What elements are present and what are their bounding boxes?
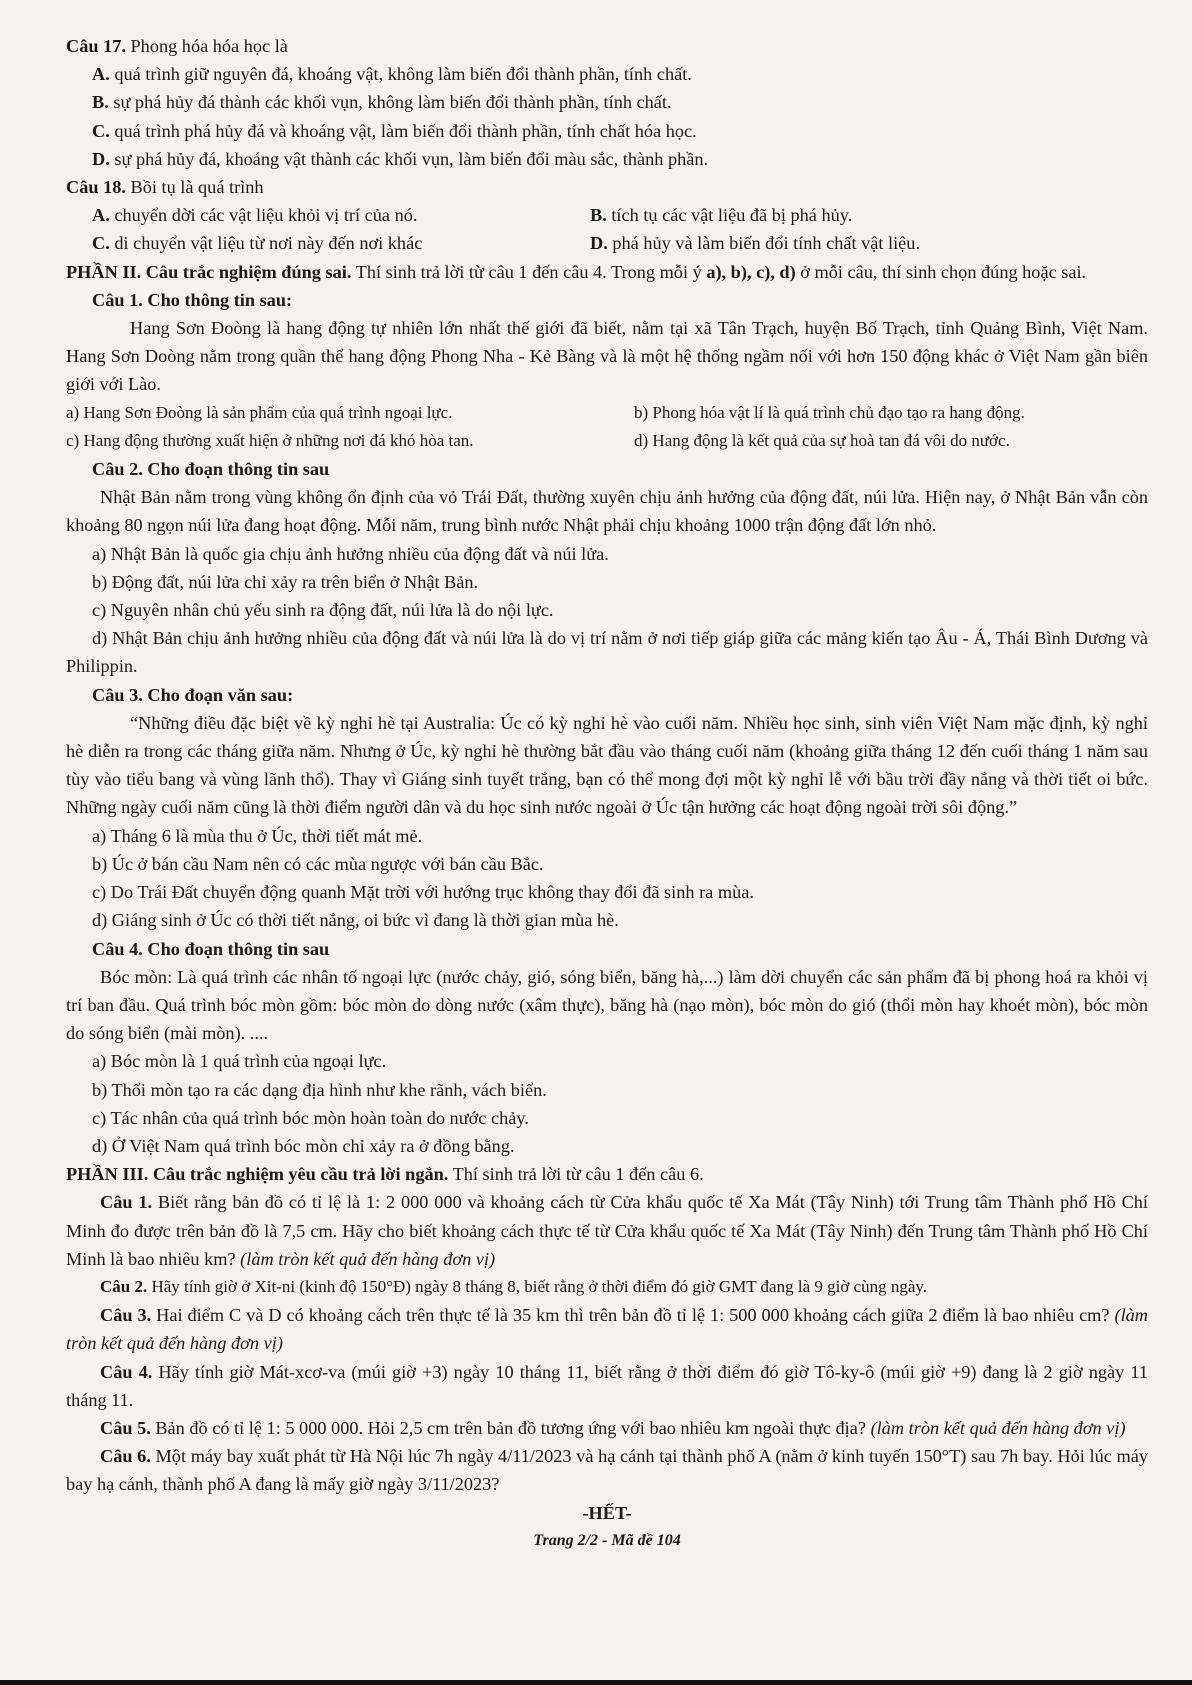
- p3-question-3: [66, 1301, 1148, 1357]
- statement-d: d) Ở Việt Nam quá trình bóc mòn chỉ xảy ra ở đồng bằng.: [92, 1135, 515, 1156]
- q18-options-row-2: [66, 229, 1148, 257]
- section-title: PHẦN II. Câu trắc nghiệm đúng sai.: [66, 261, 352, 282]
- statement-c: c) Do Trái Đất chuyển động quanh Mặt trời với hướng trục không thay đổi đã sinh ra mùa.: [92, 882, 754, 903]
- end-marker: -HẾT-: [582, 1502, 632, 1523]
- option-key: A.: [92, 64, 110, 85]
- option-key: B.: [590, 205, 607, 226]
- question-label: Câu 1.: [100, 1192, 153, 1213]
- statement-a: a) Bóc mòn là 1 quá trình của ngoại lực.: [92, 1051, 387, 1072]
- p3-question-2: [66, 1273, 1148, 1301]
- statement-d: d) Giáng sinh ở Úc có thời tiết nắng, oi bức vì đang là thời gian mùa hè.: [92, 910, 619, 931]
- question-text: Biết rằng bản đồ có tỉ lệ là 1: 2 000 000 và khoảng cách từ Cửa khẩu quốc tế Xa Mát (Tây Ninh) tới Trung tâm Thành phố Hồ Chí Minh đo được trên bản đồ là 7,5 cm. Hãy cho biết khoảng cách thực tế từ Cửa khẩu quốc tế Xa Mát (Tây Ninh) đến Trung tâm Thành phố Hồ Chí Minh là bao nhiêu km?: [66, 1192, 1148, 1269]
- p2-question-4-text: Bóc mòn: Là quá trình các nhân tố ngoại lực (nước chảy, gió, sóng biển, băng hà,...) làm dời chuyển các sản phẩm đã bị phong hoá ra khỏi vị trí ban đầu. Quá trình bóc mòn gồm: bóc mòn do dòng nước (xâm thực), băng hà (nạo mòn), bóc mòn do gió (thổi mòn hay khoét mòn), bóc mòn do sóng biển (mài mòn). ....: [66, 966, 1148, 1044]
- page-footer: Trang 2/2 - Mã đề 104: [533, 1531, 681, 1549]
- scan-edge: [0, 1680, 1192, 1685]
- statement-a: a) Tháng 6 là mùa thu ở Úc, thời tiết mát mẻ.: [92, 825, 423, 846]
- option-text: di chuyển vật liệu từ nơi này đến nơi khác: [109, 233, 423, 254]
- statement-a: a) Hang Sơn Đoòng là sản phẩm của quá trình ngoại lực.: [66, 402, 453, 422]
- p3-question-1: [66, 1188, 1148, 1273]
- q17-option-d: [66, 145, 1148, 173]
- option-key: C.: [92, 233, 110, 254]
- option-key: A.: [92, 205, 110, 226]
- p3-question-4: [66, 1358, 1148, 1414]
- p3-question-5: [66, 1414, 1148, 1442]
- p3-question-6: [66, 1442, 1148, 1498]
- q18-option-b: [590, 201, 1148, 229]
- section-intro-end: ở mỗi câu, thí sinh chọn đúng hoặc sai.: [795, 261, 1087, 282]
- question-label: Câu 4.: [100, 1361, 153, 1382]
- section-title: PHẦN III. Câu trắc nghiệm yêu cầu trả lời ngắn.: [66, 1164, 449, 1185]
- rounding-note: (làm tròn kết quả đến hàng đơn vị): [66, 1305, 1148, 1354]
- question-label: Câu 2.: [100, 1276, 148, 1296]
- question-text: Hãy tính giờ ở Xit-ni (kinh độ 150°Đ) ngày 8 tháng 8, biết rằng ở thời điểm đó giờ GMT đang là 9 giờ cùng ngày.: [147, 1276, 928, 1296]
- rounding-note: (làm tròn kết quả đến hàng đơn vị): [870, 1417, 1126, 1438]
- q18-option-c: [66, 229, 590, 257]
- statement-b: b) Thổi mòn tạo ra các dạng địa hình như khe rãnh, vách biển.: [92, 1079, 547, 1100]
- option-key: C.: [92, 120, 110, 141]
- question-stem: Bồi tụ là quá trình: [125, 177, 264, 198]
- option-text: quá trình giữ nguyên đá, khoáng vật, không làm biến đổi thành phần, tính chất.: [109, 64, 692, 85]
- section-intro: Thí sinh trả lời từ câu 1 đến câu 6.: [448, 1164, 704, 1185]
- statement-c: c) Nguyên nhân chủ yếu sinh ra động đất, núi lửa là do nội lực.: [92, 600, 554, 621]
- p2-question-3-head: Câu 3. Cho đoạn văn sau:: [92, 684, 294, 705]
- q17-option-b: [66, 88, 1148, 116]
- statement-c: c) Hang động thường xuất hiện ở những nơi đá khó hòa tan.: [66, 430, 474, 450]
- p2-question-1-head: Câu 1. Cho thông tin sau:: [92, 289, 293, 310]
- q18-option-a: [66, 201, 590, 229]
- question-stem: Phong hóa hóa học là: [125, 36, 288, 56]
- p2-question-4-head: Câu 4. Cho đoạn thông tin sau: [92, 938, 330, 959]
- p2-q1-statements-row-1: [66, 399, 1148, 427]
- question-text: Bản đồ có tỉ lệ 1: 5 000 000. Hỏi 2,5 cm trên bản đồ tương ứng với bao nhiêu km ngoài thực địa?: [150, 1417, 871, 1438]
- question-label: Câu 6.: [100, 1446, 151, 1467]
- exam-page: [66, 32, 1148, 1555]
- p2-question-1-text: Hang Sơn Đoòng là hang động tự nhiên lớn nhất thế giới đã biết, nằm tại xã Tân Trạch, huyện Bố Trạch, tỉnh Quảng Bình, Việt Nam. Hang Sơn Doòng nằm trong quần thể hang động Phong Nha - Kẻ Bàng và là một hệ thống ngầm nối với hơn 150 động khác ở Việt Nam gần biên giới với Lào.: [66, 318, 1148, 395]
- question-text: Hai điểm C và D có khoảng cách trên thực tế là 35 km thì trên bản đồ tỉ lệ 1: 500 000 khoảng cách giữa 2 điểm là bao nhiêu cm?: [151, 1305, 1115, 1326]
- q17-option-a: [66, 60, 1148, 88]
- question-label: Câu 3.: [100, 1305, 152, 1326]
- question-label: Câu 17.: [66, 36, 126, 56]
- statement-a: a) Nhật Bản là quốc gia chịu ảnh hưởng nhiều của động đất và núi lửa.: [92, 543, 609, 564]
- option-text: sự phá hủy đá thành các khối vụn, không làm biến đổi thành phần, tính chất.: [108, 92, 672, 113]
- section-intro-items: a), b), c), d): [706, 261, 796, 282]
- statement-b: b) Động đất, núi lửa chỉ xảy ra trên biển ở Nhật Bản.: [92, 571, 479, 592]
- rounding-note: (làm tròn kết quả đến hàng đơn vị): [240, 1248, 496, 1269]
- q18-options-row-1: [66, 201, 1148, 229]
- option-text: tích tụ các vật liệu đã bị phá hủy.: [606, 205, 853, 226]
- q18-option-d: [590, 229, 1148, 257]
- option-key: D.: [92, 148, 110, 169]
- option-text: phá hủy và làm biến đổi tính chất vật liệu.: [607, 233, 921, 254]
- statement-d: d) Hang động là kết quả của sự hoà tan đá vôi do nước.: [634, 430, 1010, 450]
- statement-c: c) Tác nhân của quá trình bóc mòn hoàn toàn do nước chảy.: [92, 1107, 529, 1128]
- question-text: Hãy tính giờ Mát-xcơ-va (múi giờ +3) ngày 10 tháng 11, biết rằng ở thời điểm đó giờ Tô-ky-ô (múi giờ +9) đang là 2 giờ ngày 11 tháng 11.: [66, 1361, 1148, 1410]
- p2-question-2-head: Câu 2. Cho đoạn thông tin sau: [92, 459, 330, 480]
- option-text: chuyển dời các vật liệu khỏi vị trí của nó.: [109, 205, 418, 226]
- option-key: D.: [590, 233, 608, 254]
- option-text: quá trình phá hủy đá và khoáng vật, làm biến đổi thành phần, tính chất hóa học.: [109, 120, 697, 141]
- question-17: [66, 32, 1148, 60]
- part-3-header: [66, 1160, 1148, 1188]
- p2-question-2-text: Nhật Bản nằm trong vùng không ổn định của vỏ Trái Đất, thường xuyên chịu ảnh hưởng của động đất, núi lửa. Hiện nay, ở Nhật Bản vẫn còn khoảng 80 ngọn núi lửa đang hoạt động. Mỗi năm, trung bình nước Nhật phải chịu khoảng 1000 trận động đất lớn nhỏ.: [66, 487, 1148, 536]
- statement-d: d) Nhật Bản chịu ảnh hưởng nhiều của động đất và núi lửa là do vị trí nằm ở nơi tiếp giáp giữa các mảng kiến tạo Âu - Á, Thái Bình Dương và Philippin.: [66, 628, 1148, 677]
- question-label: Câu 18.: [66, 177, 126, 198]
- option-text: sự phá hủy đá, khoáng vật thành các khối vụn, làm biến đổi màu sắc, thành phần.: [109, 148, 709, 169]
- statement-b: b) Úc ở bán cầu Nam nên có các mùa ngược với bán cầu Bắc.: [92, 853, 544, 874]
- part-2-header: [66, 258, 1148, 286]
- section-intro: Thí sinh trả lời từ câu 1 đến câu 4. Trong mỗi ý: [351, 261, 707, 282]
- question-text: Một máy bay xuất phát từ Hà Nội lúc 7h ngày 4/11/2023 và hạ cánh tại thành phố A (nằm ở kinh tuyến 150°T) sau 7h bay. Hỏi lúc máy bay hạ cánh, thành phố A đang là mấy giờ ngày 3/11/2023?: [66, 1446, 1148, 1495]
- question-label: Câu 5.: [100, 1417, 151, 1438]
- question-18: [66, 173, 1148, 201]
- q17-option-c: [66, 117, 1148, 145]
- statement-b: b) Phong hóa vật lí là quá trình chủ đạo tạo ra hang động.: [634, 402, 1025, 422]
- p2-question-3-text: “Những điều đặc biệt về kỳ nghỉ hè tại Australia: Úc có kỳ nghỉ hè vào cuối năm. Nhiều học sinh, sinh viên Việt Nam mặc định, kỳ nghỉ hè diễn ra trong các tháng giữa năm. Nhưng ở Úc, kỳ nghỉ hè thường bắt đầu vào tháng cuối năm (khoảng giữa tháng 12 đến cuối tháng 1 năm sau tùy vào tiểu bang và vùng lãnh thổ). Thay vì Giáng sinh tuyết trắng, bạn có thể mong đợi một kỳ nghỉ lễ với bầu trời đầy nắng và thời tiết oi bức. Những ngày cuối năm cũng là thời điểm người dân và du học sinh nước ngoài ở Úc tận hưởng các hoạt động ngoài trời sôi động.”: [66, 712, 1148, 818]
- option-key: B.: [92, 92, 109, 113]
- p2-q1-statements-row-2: [66, 427, 1148, 455]
